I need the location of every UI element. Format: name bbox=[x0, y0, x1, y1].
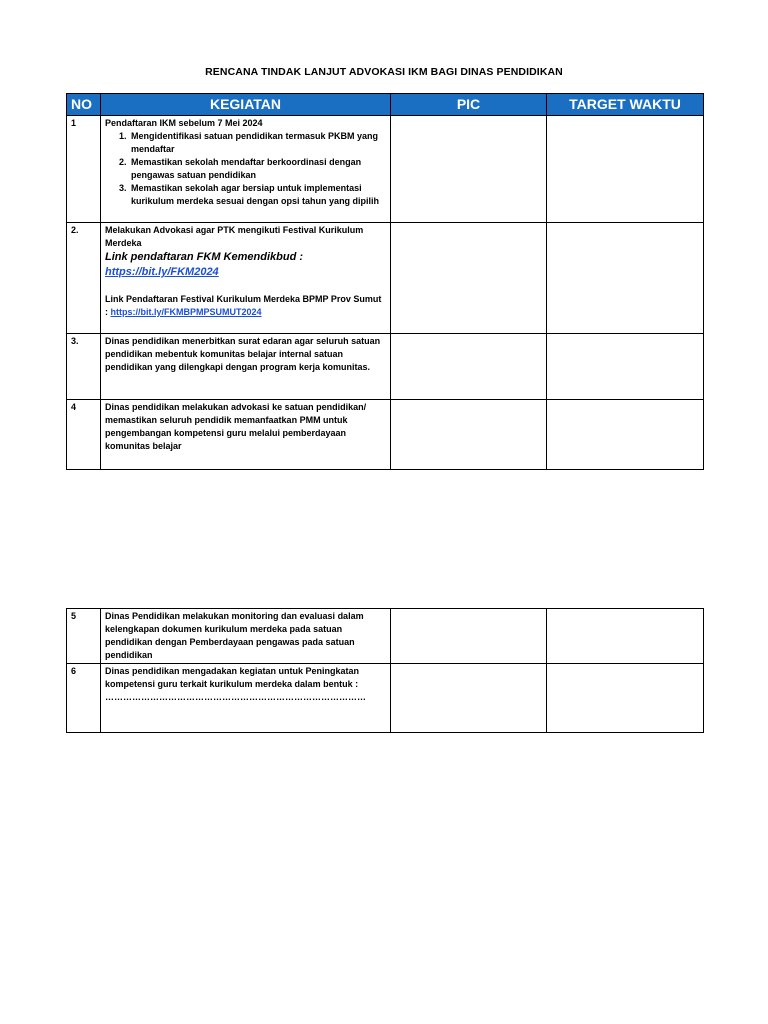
action-plan-table bbox=[66, 93, 704, 470]
row-number: 4 bbox=[67, 400, 101, 470]
header-target-waktu: TARGET WAKTU bbox=[547, 94, 704, 116]
pic-cell[interactable] bbox=[391, 664, 547, 733]
activity-cell bbox=[101, 116, 391, 223]
target-waktu-cell[interactable] bbox=[547, 116, 704, 223]
row-number: 6 bbox=[67, 664, 101, 733]
document-title: RENCANA TINDAK LANJUT ADVOKASI IKM BAGI DINAS PENDIDIKAN bbox=[205, 66, 563, 78]
target-waktu-cell[interactable] bbox=[547, 664, 704, 733]
row-number: 2. bbox=[67, 223, 101, 334]
list-item: 2. Memastikan sekolah mendaftar berkoordinasi dengan pengawas satuan pendidikan bbox=[129, 156, 386, 182]
fkm-link-label: Link pendaftaran FKM Kemendikbud : bbox=[105, 251, 304, 263]
pic-cell[interactable] bbox=[391, 609, 547, 664]
activity-cell bbox=[101, 223, 391, 334]
table-row bbox=[67, 664, 704, 733]
list-item: 1. Mengidentifikasi satuan pendidikan termasuk PKBM yang mendaftar bbox=[129, 130, 386, 156]
header-kegiatan: KEGIATAN bbox=[101, 94, 391, 116]
target-waktu-cell[interactable] bbox=[547, 609, 704, 664]
table-row bbox=[67, 400, 704, 470]
activity-cell: Dinas Pendidikan melakukan monitoring dan evaluasi dalam kelengkapan dokumen kurikulum merdeka pada satuan pendidikan dengan Pemberdayaan pengawas pada satuan pendidikan bbox=[101, 609, 391, 664]
activity-text: Dinas pendidikan mengadakan kegiatan untuk Peningkatan kompetensi guru terkait kurikulum merdeka dalam bentuk : bbox=[105, 666, 360, 689]
row-number: 1 bbox=[67, 116, 101, 223]
activity-cell: Dinas pendidikan menerbitkan surat edaran agar seluruh satuan pendidikan mebentuk komunitas belajar internal satuan pendidikan yang dilengkapi dengan program kerja komunitas. bbox=[101, 334, 391, 400]
row-number: 5 bbox=[67, 609, 101, 664]
row-number: 3. bbox=[67, 334, 101, 400]
prov-link-text: Link Pendaftaran Festival Kurikulum Merdeka BPMP Prov Sumut : bbox=[105, 294, 382, 317]
target-waktu-cell[interactable] bbox=[547, 400, 704, 470]
prov-link-paragraph bbox=[105, 293, 386, 319]
table-row bbox=[67, 334, 704, 400]
pic-cell[interactable] bbox=[391, 400, 547, 470]
pic-cell[interactable] bbox=[391, 223, 547, 334]
activity-cell: Dinas pendidikan melakukan advokasi ke satuan pendidikan/ memastikan seluruh pendidik memanfaatkan PMM untuk pengembangan kompetensi guru melalui pemberdayaan komunitas belajar bbox=[101, 400, 391, 470]
fill-in-dots[interactable]: …………………………………………………………………………… bbox=[105, 692, 366, 702]
fkm-registration-link[interactable]: https://bit.ly/FKM2024 bbox=[105, 266, 219, 278]
pic-cell[interactable] bbox=[391, 334, 547, 400]
activity-cell bbox=[101, 664, 391, 733]
target-waktu-cell[interactable] bbox=[547, 334, 704, 400]
prov-registration-link[interactable]: https://bit.ly/FKMBPMPSUMUT2024 bbox=[110, 307, 262, 317]
pic-cell[interactable] bbox=[391, 116, 547, 223]
activity-steps bbox=[105, 130, 386, 208]
table-row bbox=[67, 609, 704, 664]
activity-intro: Pendaftaran IKM sebelum 7 Mei 2024 bbox=[105, 118, 263, 128]
activity-text: Melakukan Advokasi agar PTK mengikuti Festival Kurikulum Merdeka bbox=[105, 225, 364, 248]
header-no: NO bbox=[67, 94, 101, 116]
table-row bbox=[67, 116, 704, 223]
list-item: 3. Memastikan sekolah agar bersiap untuk implementasi kurikulum merdeka sesuai dengan opsi tahun yang dipilih bbox=[129, 182, 386, 208]
header-pic: PIC bbox=[391, 94, 547, 116]
table-header-row bbox=[67, 94, 704, 116]
action-plan-table-continued bbox=[66, 608, 704, 733]
target-waktu-cell[interactable] bbox=[547, 223, 704, 334]
table-row bbox=[67, 223, 704, 334]
